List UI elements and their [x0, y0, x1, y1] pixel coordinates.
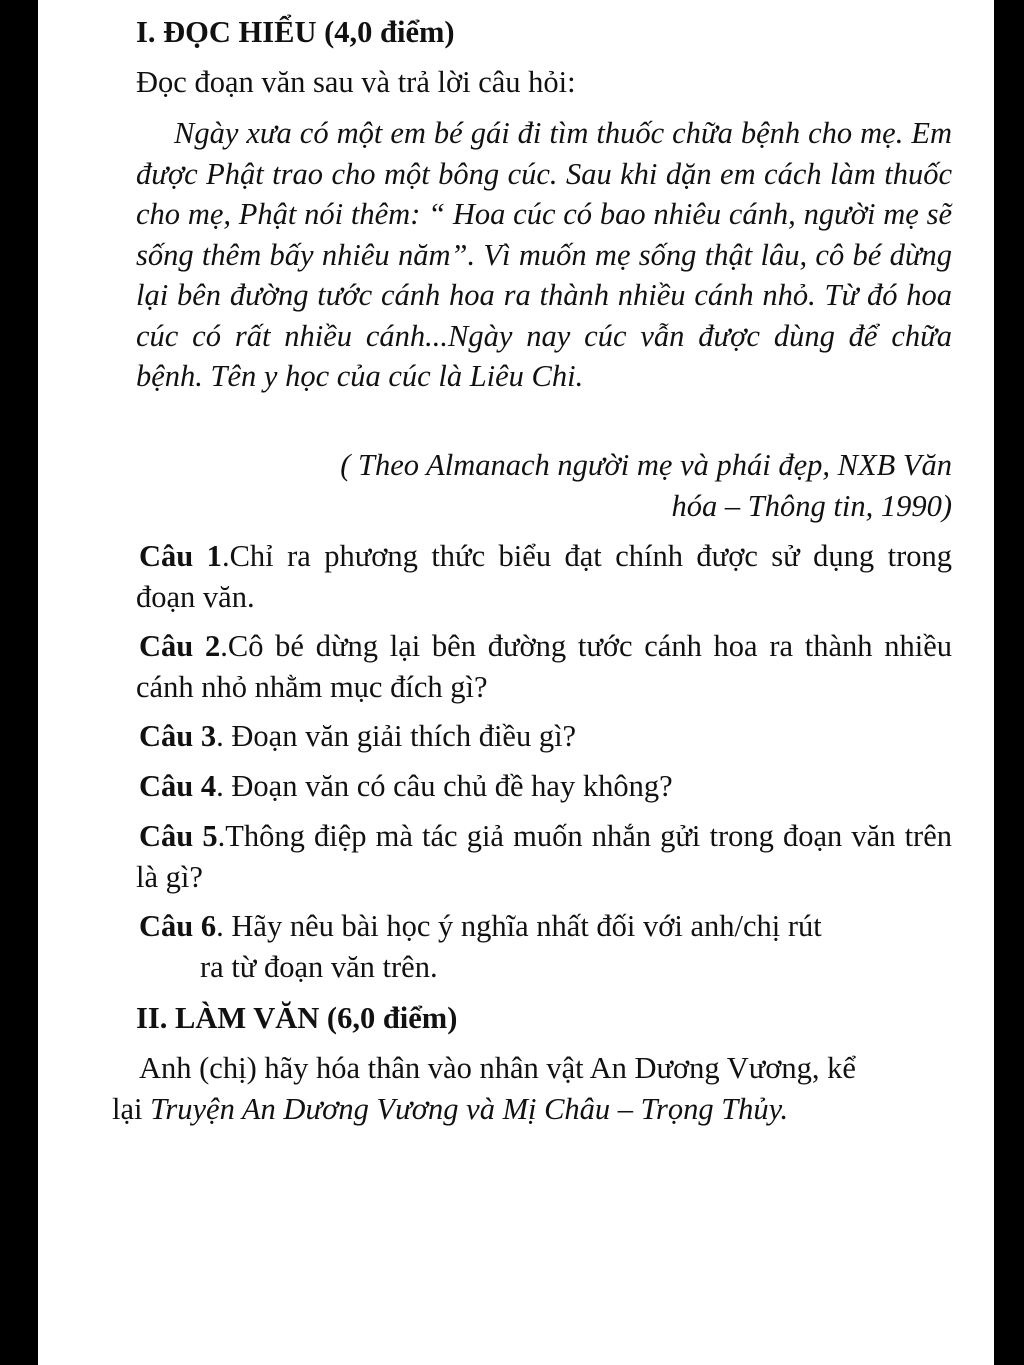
question-6-continuation-text: ra từ đoạn văn trên. — [200, 950, 438, 984]
question-6-continuation — [200, 947, 960, 988]
section-2-prompt-prefix: lại — [112, 1092, 151, 1126]
question-6-label: Câu 6 — [139, 909, 217, 943]
question-5 — [136, 816, 952, 897]
question-4-label: Câu 4 — [139, 769, 217, 803]
section-2-prompt-line-1: Anh (chị) hãy hóa thân vào nhân vật An Dương Vương, kể — [139, 1051, 856, 1085]
question-4 — [139, 766, 955, 807]
passage-source-line-2: hóa – Thông tin, 1990) — [671, 489, 952, 523]
reading-passage: Ngày xưa có một em bé gái đi tìm thuốc chữa bệnh cho mẹ. Em được Phật trao cho một bông cúc. Sau khi dặn em cách làm thuốc cho mẹ, Phật nói thêm: “ Hoa cúc có bao nhiêu cánh, người mẹ sẽ sống thêm bấy nhiêu năm”. Vì muốn mẹ sống thật lâu, cô bé dừng lại bên đường tước cánh hoa ra thành nhiều cánh nhỏ. Từ đó hoa cúc có rất nhiều cánh...Ngày nay cúc vẫn được dùng để chữa bệnh. Tên y học của cúc là Liêu Chi. — [136, 116, 952, 393]
section-2-prompt-story-title: Truyện An Dương Vương và Mị Châu – Trọng Thủy. — [150, 1092, 789, 1126]
question-2-label: Câu 2 — [139, 629, 221, 663]
question-5-text: .Thông điệp mà tác giả muốn nhắn gửi trong đoạn văn trên là gì? — [136, 819, 952, 894]
question-3 — [139, 716, 955, 757]
passage-source-line-1: ( Theo Almanach người mẹ và phái đẹp, NXB Văn — [340, 448, 952, 482]
question-3-text: . Đoạn văn giải thích điều gì? — [216, 719, 577, 753]
section-2-prompt-line-2 — [112, 1089, 962, 1130]
question-2-text: .Cô bé dừng lại bên đường tước cánh hoa ra thành nhiều cánh nhỏ nhằm mục đích gì? — [136, 629, 953, 704]
section-1-heading: I. ĐỌC HIỂU (4,0 điểm) — [136, 15, 455, 49]
question-1-text: .Chỉ ra phương thức biểu đạt chính được sử dụng trong đoạn văn. — [136, 539, 952, 614]
question-5-label: Câu 5 — [139, 819, 218, 853]
question-1-label: Câu 1 — [139, 539, 222, 573]
document-page — [38, 0, 994, 1365]
section-2-heading: II. LÀM VĂN (6,0 điểm) — [136, 1001, 458, 1035]
question-3-label: Câu 3 — [139, 719, 217, 753]
section-1-instruction: Đọc đoạn văn sau và trả lời câu hỏi: — [136, 65, 576, 99]
question-6-text: . Hãy nêu bài học ý nghĩa nhất đối với anh/chị rút — [216, 909, 822, 943]
question-6 — [139, 906, 955, 947]
question-1 — [136, 536, 952, 617]
question-4-text: . Đoạn văn có câu chủ đề hay không? — [216, 769, 673, 803]
question-2 — [136, 626, 952, 707]
